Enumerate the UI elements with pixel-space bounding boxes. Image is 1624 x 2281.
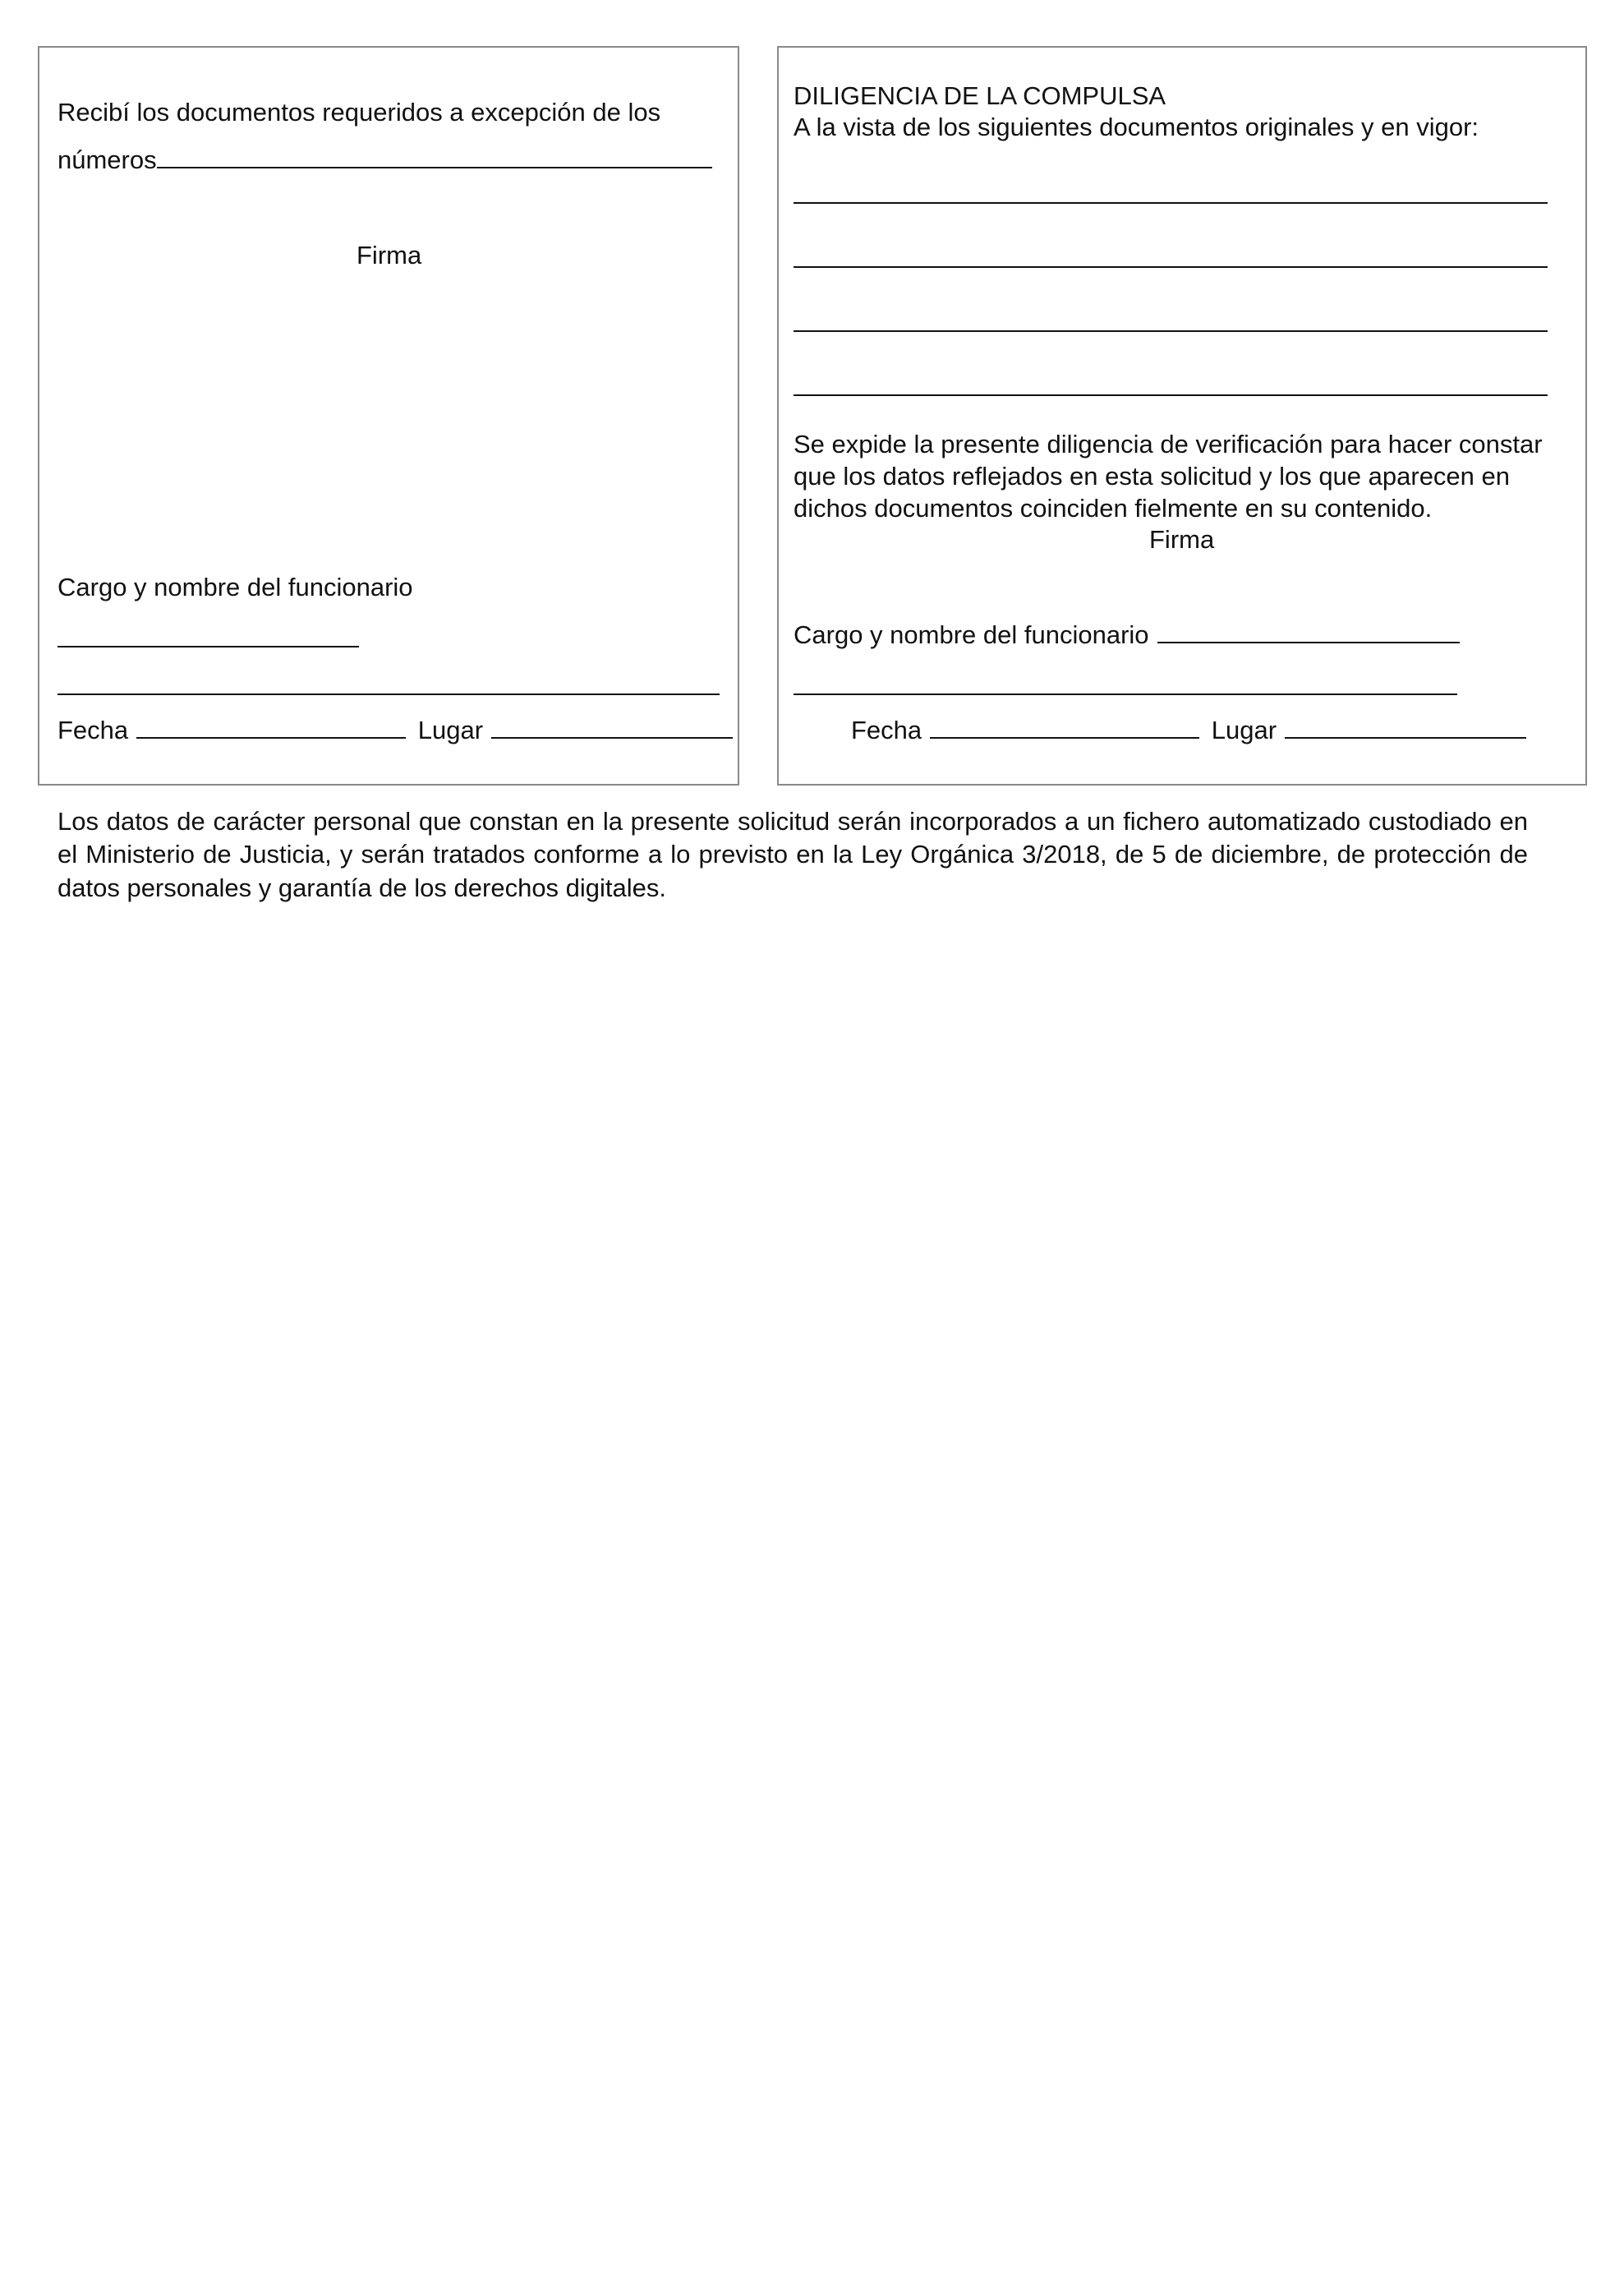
received-text: Recibí los documentos requeridos a excepción de los bbox=[58, 98, 661, 127]
verification-statement-line-1: Se expide la presente diligencia de verificación para hacer constar bbox=[794, 430, 1543, 459]
left-official-blank-2[interactable] bbox=[58, 694, 720, 695]
left-official-label: Cargo y nombre del funcionario bbox=[58, 573, 413, 601]
received-numbers-row bbox=[58, 145, 712, 175]
right-date-label: Fecha bbox=[851, 716, 922, 744]
left-official-blank-1[interactable] bbox=[58, 646, 359, 647]
document-blank-4[interactable] bbox=[794, 394, 1548, 396]
compulsa-title: DILIGENCIA DE LA COMPULSA bbox=[794, 81, 1166, 110]
verification-statement-line-2: que los datos reflejados en esta solicitud y los que aparecen en bbox=[794, 462, 1511, 491]
right-official-row bbox=[794, 620, 1460, 650]
left-date-label: Fecha bbox=[58, 716, 129, 744]
document-blank-3[interactable] bbox=[794, 330, 1548, 332]
left-date-place-row bbox=[58, 715, 733, 745]
verification-statement-line-3: dichos documentos coinciden fielmente en su contenido. bbox=[794, 494, 1433, 523]
right-date-field[interactable] bbox=[930, 717, 1199, 739]
privacy-notice: Los datos de carácter personal que constan en la presente solicitud serán incorporados a un fichero automatizado custodiado en el Ministerio de Justicia, y serán tratados conforme a lo previsto en la Ley Orgánica 3/2018, de 5 de diciembre, de protección de datos personales y garantía de los derechos digitales. bbox=[58, 807, 1528, 902]
compulsa-panel bbox=[777, 46, 1587, 786]
left-place-field[interactable] bbox=[491, 717, 733, 739]
left-place-label: Lugar bbox=[417, 716, 484, 744]
right-signature-label: Firma bbox=[1149, 525, 1215, 554]
compulsa-intro: A la vista de los siguientes documentos originales y en vigor: bbox=[794, 113, 1479, 141]
left-signature-label: Firma bbox=[357, 241, 422, 270]
document-blank-1[interactable] bbox=[794, 202, 1548, 204]
left-date-field[interactable] bbox=[136, 717, 406, 739]
right-official-blank-2[interactable] bbox=[794, 694, 1457, 695]
right-place-label: Lugar bbox=[1211, 716, 1277, 744]
right-official-field[interactable] bbox=[1157, 622, 1460, 643]
numbers-label: números bbox=[58, 145, 157, 174]
right-official-label: Cargo y nombre del funcionario bbox=[794, 620, 1149, 649]
document-blank-2[interactable] bbox=[794, 266, 1548, 268]
right-place-field[interactable] bbox=[1285, 717, 1526, 739]
right-date-place-row bbox=[851, 715, 1526, 745]
numbers-blank-field[interactable] bbox=[157, 147, 712, 168]
